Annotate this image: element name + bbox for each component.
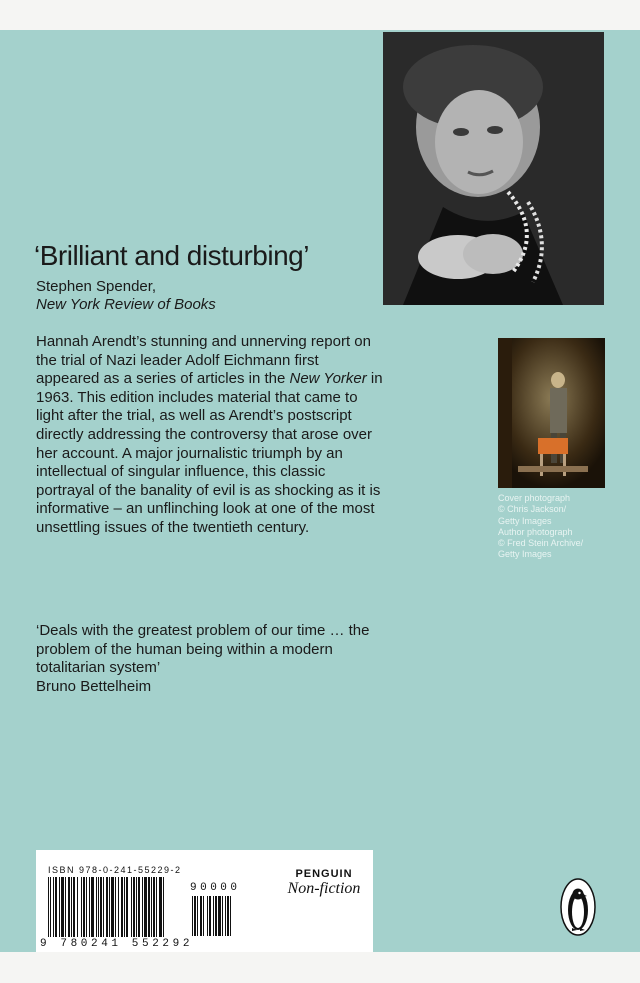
barcode-bar [96,877,97,937]
barcode-bar [68,877,70,937]
barcode-bar [227,896,229,936]
barcode-bar [218,896,221,936]
barcode-bar [230,896,231,936]
barcode-panel [36,850,373,952]
barcode-bar [225,896,226,936]
publisher-name: PENGUIN [295,868,353,880]
barcode-bar [213,896,214,936]
barcode-bar [163,877,164,937]
barcode-bar [138,877,140,937]
publisher-series: Non-fiction [287,880,361,897]
publisher-imprint [280,868,368,898]
barcode-bar [55,877,57,937]
barcode-bar [209,896,211,936]
barcode-bar [200,896,202,936]
barcode-bar [48,877,49,937]
headline-quote: ‘Brilliant and disturbing’ [34,240,309,271]
barcode-bar [133,877,135,937]
credit-line: Getty Images [498,515,552,526]
barcode-bar [203,896,204,936]
barcode-bar [86,877,87,937]
barcode-bar [53,877,54,937]
barcode-bar [118,877,119,937]
barcode-bar [136,877,137,937]
barcode-bar [121,877,123,937]
barcode-bar [156,877,157,937]
quote-attribution: Bruno Bettelheim [36,677,152,695]
back-cover [0,30,640,952]
barcode-bar [151,877,152,937]
barcode-bar [207,896,208,936]
barcode-bar [106,877,108,937]
barcode-bar [83,877,85,937]
barcode-bar [159,877,162,937]
barcode-bar [109,877,110,937]
description-part-2: in 1963. This edition includes material that came to light after the trial, as well as Arendt’s postscript directly addressing the controversy that arose over her account. A major journalistic triumph by an intellectual of singular influence, this classic portrayal of the banality of evil is as shocking as it is informative – an unflinching look at one of the most unsettling issues of the twentieth century. [36,370,383,536]
barcode-bar [100,877,102,937]
isbn-label: ISBN 978-0-241-55229-2 [48,865,182,875]
barcode-bar [61,877,64,937]
quote-text: ‘Deals with the greatest problem of our time … the problem of the human being within a modern totalitarian system’ [36,622,370,677]
headline-attribution [36,278,216,314]
ean-barcode [48,877,188,939]
barcode-bar [153,877,155,937]
barcode-bar [222,896,223,936]
credit-line: © Chris Jackson/ [498,504,567,515]
barcode-bar [192,896,193,936]
credit-line: Author photograph [498,526,573,537]
reviewer-name: Stephen Spender, [36,278,157,295]
barcode-bar [126,877,128,937]
barcode-bar [65,877,66,937]
barcode-bar [50,877,51,937]
barcode-bar [59,877,60,937]
author-photo [383,32,604,305]
review-quote [36,622,381,696]
credit-line: Getty Images [498,549,552,560]
magazine-name: New Yorker [289,370,367,388]
front-cover-thumbnail [498,338,605,488]
barcode-bar [103,877,104,937]
barcode-bar [111,877,114,937]
barcode-bar [148,877,150,937]
barcode-bar [115,877,116,937]
barcode-bar [71,877,72,937]
barcode-bar [215,896,217,936]
addon-barcode [192,896,254,948]
barcode-bar [91,877,94,937]
description-part-1: Hannah Arendt’s stunning and unnerving report on the trial of Nazi leader Adolf Eichmann first appeared as a series of articles in the [36,333,371,388]
barcode-bar [197,896,198,936]
barcode-bar [73,877,75,937]
barcode-bar [144,877,147,937]
ean-digits: 9 780241 552292 [40,938,194,950]
photo-credits [498,493,608,561]
barcode-bar [98,877,99,937]
penguin-logo-icon [560,878,596,936]
credit-line: © Fred Stein Archive/ [498,538,584,549]
barcode-bar [131,877,132,937]
barcode-bar [81,877,82,937]
barcode-bar [142,877,143,937]
barcode-bar [89,877,90,937]
book-description [36,333,386,538]
price-code: 90000 [190,882,241,894]
barcode-bar [77,877,78,937]
barcode-bar [124,877,125,937]
reviewer-publication: New York Review of Books [36,296,216,313]
barcode-bar [194,896,196,936]
credit-line: Cover photograph [498,493,571,503]
